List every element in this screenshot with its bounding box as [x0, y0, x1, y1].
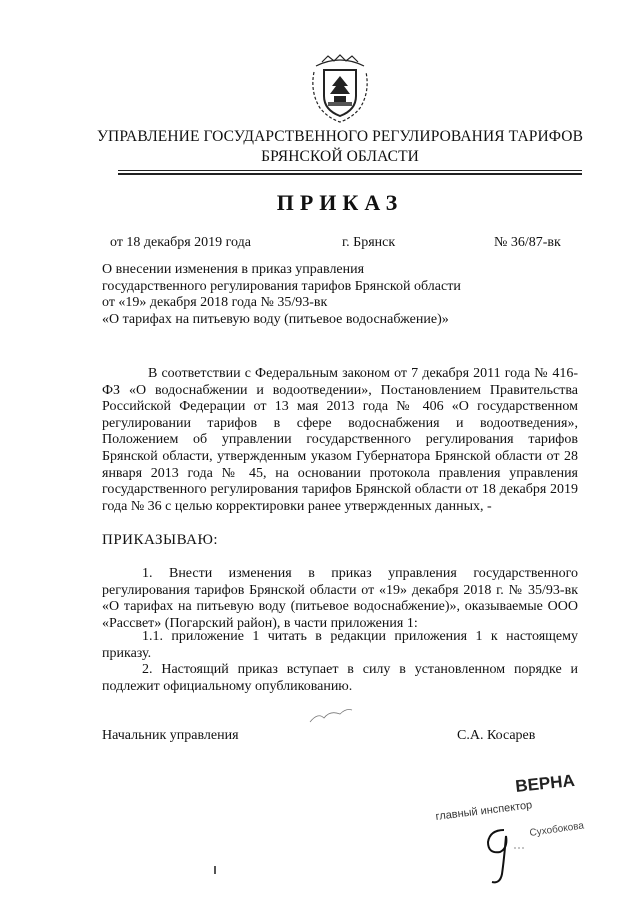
subject-line: «О тарифах на питьевую воду (питьевое водоснабжение)» [102, 311, 449, 327]
subject-line: государственного регулирования тарифов Брянской области [102, 278, 461, 294]
decree-heading: ПРИКАЗЫВАЮ: [102, 532, 219, 548]
order-item-1-1: 1.1. приложение 1 читать в редакции приложения 1 к настоящему приказу. [102, 629, 578, 661]
subject-line: от «19» декабря 2018 года № 35/93-вк [102, 295, 328, 310]
order-date: от 18 декабря 2019 года [110, 235, 251, 250]
header-rule [118, 170, 582, 171]
stamp-title-text: главный инспектор [434, 799, 533, 823]
certification-stamp [430, 770, 600, 890]
document-title: ПРИКАЗ [276, 190, 404, 215]
signatory-position: Начальник управления [102, 728, 239, 743]
organization-name: УПРАВЛЕНИЕ ГОСУДАРСТВЕННОГО РЕГУЛИРОВАНИЯ ТАРИФОВ [96, 128, 584, 145]
signature-mark [300, 700, 360, 730]
subject-line: О внесении изменения в приказ управления [102, 262, 365, 277]
order-item-2: 2. Настоящий приказ вступает в силу в установленном порядке и подлежит официальному опубликованию. [102, 662, 578, 694]
order-subject [102, 262, 522, 328]
stamp-verified-text: ВЕРНА [514, 770, 576, 796]
order-number: № 36/87-вк [494, 235, 561, 250]
coat-of-arms-icon [308, 52, 372, 124]
order-city: г. Брянск [342, 235, 396, 250]
stamp-name-text: Сухобокова [528, 820, 585, 839]
scan-artifact [214, 866, 216, 874]
header-rule-thick [118, 173, 582, 175]
signatory-name: С.А. Косарев [457, 728, 536, 743]
organization-region: БРЯНСКОЙ ОБЛАСТИ [261, 148, 419, 165]
preamble-paragraph: В соответствии с Федеральным законом от 7 декабря 2011 года № 416-ФЗ «О водоснабжении и водоотведении», Постановлением Правительства Российской Федерации от 13 мая 2013 года № 406 «О государственном регулировании тарифов в сфере водоснабжения и водоотведения», Положением об управлении государственного регулирования тарифов Брянской области, утвержденным указом Губернатора Брянской области от 28 января 2013 года № 45, на основании протокола правления управления государственного регулирования тарифов Брянской области от 18 декабря 2019 года № 36 с целью корректировки ранее утвержденных данных, - [102, 366, 578, 514]
order-item-1: 1. Внести изменения в приказ управления государственного регулирования тарифов Брянской области от «19» декабря 2018 г. № 35/93-вк «О тарифах на питьевую воду (питьевое водоснабжение)», оказываемые ООО «Рассвет» (Погарский район), в части приложения 1: [102, 566, 578, 631]
